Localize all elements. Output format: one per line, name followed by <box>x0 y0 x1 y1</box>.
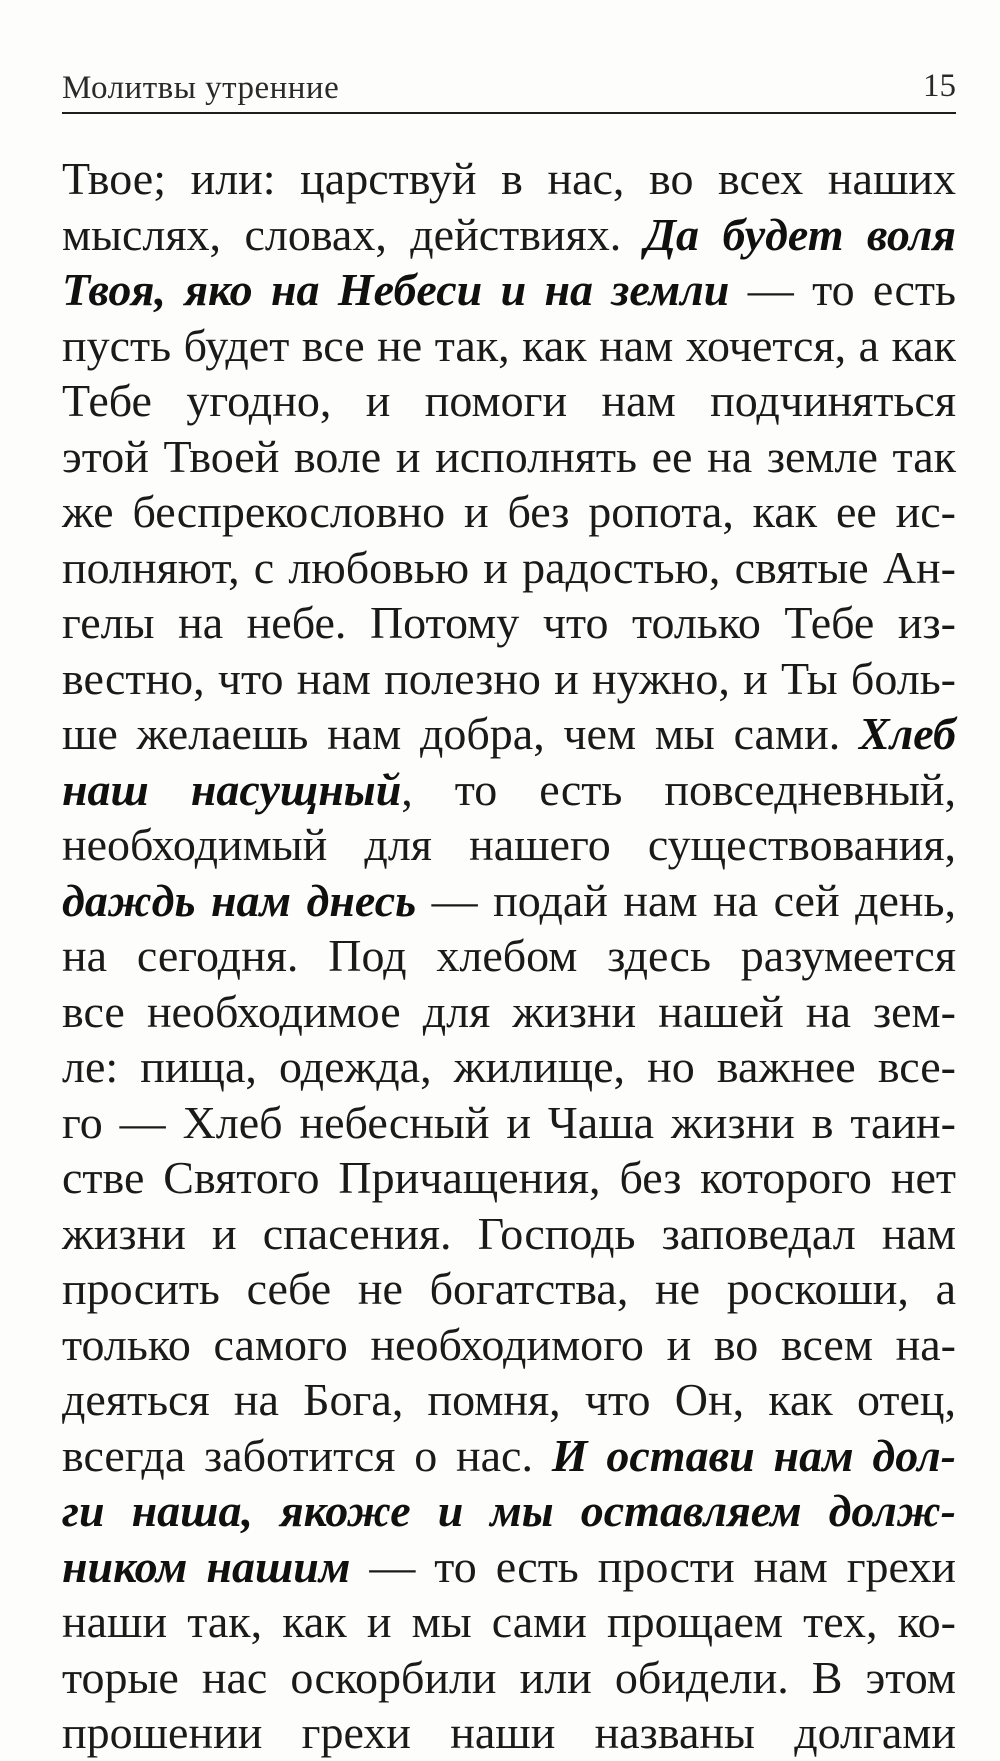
commentary-text: ше желаешь нам добра, чем мы сами. <box>62 708 859 759</box>
commentary-text: — то есть прости нам грехи <box>350 1540 956 1592</box>
text-line <box>62 262 956 318</box>
text-line <box>62 928 956 984</box>
commentary-text: жизни и спасения. Господь заповедал нам <box>62 1207 956 1259</box>
commentary-text: все необходимое для жизни нашей на зем- <box>62 985 956 1037</box>
commentary-text: прошении грехи наши названы долгами <box>62 1707 956 1758</box>
text-line <box>62 373 956 429</box>
body-text <box>62 151 956 1761</box>
text-line <box>62 1317 956 1373</box>
text-line <box>62 1039 956 1095</box>
text-line <box>62 762 956 818</box>
commentary-text: только самого необходимого и во всем на- <box>62 1318 956 1370</box>
text-line <box>62 484 956 540</box>
text-line <box>62 595 956 651</box>
commentary-text: наши так, как и мы сами прощаем тех, ко- <box>62 1596 956 1647</box>
text-line <box>62 817 956 873</box>
text-line <box>62 1206 956 1262</box>
prayer-quote: ником нашим <box>62 1540 351 1592</box>
commentary-text: же беспрекословно и без ропота, как ее ис- <box>62 486 956 537</box>
commentary-text: пусть будет все не так, как нам хочется, а как <box>62 319 956 371</box>
page-number: 15 <box>923 68 956 104</box>
text-line <box>62 1428 956 1484</box>
commentary-text: Твое; или: царствуй в нас, во всех наших <box>62 153 956 204</box>
commentary-text: полняют, с любовью и радостью, святые Ан- <box>62 541 956 593</box>
commentary-text: Тебе угодно, и помоги нам подчиняться <box>62 375 956 426</box>
prayer-quote: даждь нам днесь <box>62 874 417 926</box>
commentary-text: просить себе не богатства, не роскоши, а <box>62 1263 956 1314</box>
prayer-quote: И остави нам дол- <box>551 1429 956 1481</box>
text-line <box>62 1594 956 1650</box>
text-line <box>62 1261 956 1317</box>
text-line <box>62 651 956 707</box>
commentary-text: вестно, что нам полезно и нужно, и Ты боль- <box>62 652 956 704</box>
text-line <box>62 1150 956 1206</box>
prayer-quote: Хлеб <box>858 708 956 759</box>
commentary-text: ле: пища, одежда, жилище, но важнее все- <box>62 1041 956 1092</box>
commentary-text: го — Хлеб небесный и Чаша жизни в таин- <box>62 1096 956 1148</box>
text-line <box>62 1372 956 1428</box>
text-line <box>62 1650 956 1706</box>
commentary-text: — подай нам на сей день, <box>416 874 957 926</box>
commentary-text: — то есть <box>729 264 956 315</box>
text-line <box>62 1705 956 1761</box>
text-line <box>62 873 956 929</box>
text-line <box>62 706 956 762</box>
running-header <box>62 64 956 114</box>
text-line <box>62 1095 956 1151</box>
text-line <box>62 429 956 485</box>
commentary-text: торые нас оскорбили или обидели. В этом <box>62 1651 956 1703</box>
commentary-text: деяться на Бога, помня, что Он, как отец, <box>62 1374 956 1425</box>
text-line <box>62 1539 956 1595</box>
commentary-text: гелы на небе. Потому что только Тебе из- <box>62 597 956 648</box>
prayer-quote: ги наша, якоже и мы оставляем долж- <box>62 1485 956 1536</box>
commentary-text: , то есть повседневный, <box>401 763 956 815</box>
text-line <box>62 207 956 263</box>
commentary-text: на сегодня. Под хлебом здесь разумеется <box>62 930 956 981</box>
text-line <box>62 984 956 1040</box>
commentary-text: необходимый для нашего существования, <box>62 819 956 870</box>
commentary-text: стве Святого Причащения, без которого нет <box>62 1152 956 1203</box>
text-line <box>62 151 956 207</box>
text-line <box>62 318 956 374</box>
commentary-text: мыслях, словах, действиях. <box>62 208 645 260</box>
text-line <box>62 1483 956 1539</box>
prayer-quote: наш насущный <box>62 763 402 815</box>
running-title: Молитвы утренние <box>62 70 340 106</box>
text-line <box>62 540 956 596</box>
prayer-quote: Да будет воля <box>644 208 956 260</box>
commentary-text: всегда заботится о нас. <box>62 1429 552 1481</box>
prayer-quote: Твоя, яко на Небеси и на земли <box>62 264 730 315</box>
commentary-text: этой Твоей воле и исполнять ее на земле так <box>62 430 956 482</box>
